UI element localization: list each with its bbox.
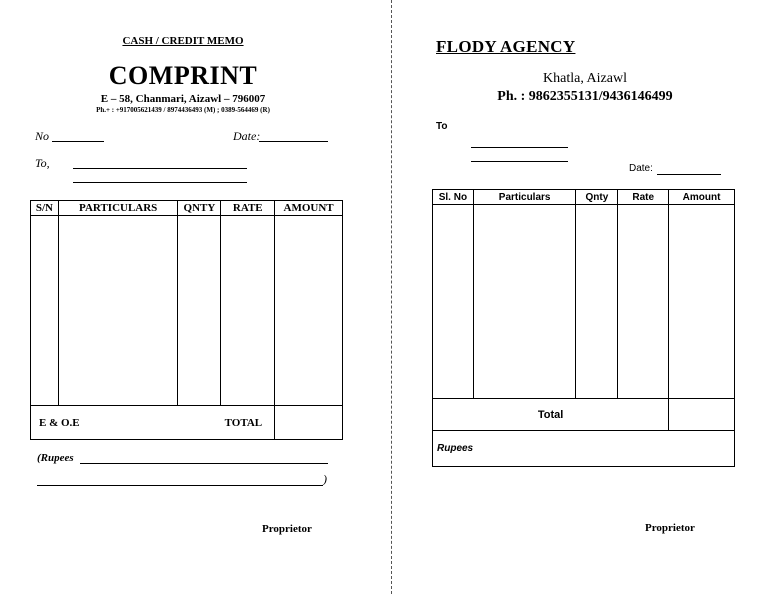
- rupees-label: (Rupees: [37, 452, 74, 464]
- sn-cell[interactable]: [31, 216, 59, 406]
- column-header: RATE: [221, 201, 275, 216]
- total-amount-cell[interactable]: [669, 399, 735, 431]
- rupees-field-line-1[interactable]: [80, 463, 328, 464]
- column-header: Sl. No: [433, 190, 474, 205]
- amount-cell[interactable]: [669, 205, 735, 399]
- total-label-cell: [31, 406, 275, 440]
- column-header: Amount: [669, 190, 735, 205]
- column-header: Rate: [618, 190, 669, 205]
- column-header: PARTICULARS: [58, 201, 178, 216]
- company-phone: Ph.+ : +917005621439 / 8974436493 (M) ; 0389-564469 (R): [96, 106, 270, 114]
- qnty-cell[interactable]: [576, 205, 618, 399]
- column-header: AMOUNT: [275, 201, 343, 216]
- items-table: [30, 200, 343, 440]
- total-label: Total: [537, 408, 564, 421]
- memo-subtitle: CASH / CREDIT MEMO: [122, 35, 244, 47]
- rate-cell[interactable]: [618, 205, 669, 399]
- date-label: Date:: [233, 129, 261, 143]
- total-amount-cell[interactable]: [275, 406, 343, 440]
- rate-cell[interactable]: [221, 216, 275, 406]
- eoe-label: E & O.E: [39, 416, 80, 429]
- column-header: QNTY: [178, 201, 221, 216]
- no-label: No: [35, 129, 50, 143]
- to-label: To,: [35, 156, 50, 170]
- table-footer-row: [31, 406, 343, 440]
- agency-phone: Ph. : 9862355131/9436146499: [497, 89, 673, 104]
- to-field-line-2[interactable]: [73, 182, 247, 183]
- sl-no-cell[interactable]: [433, 205, 474, 399]
- date-label: Date:: [629, 163, 653, 174]
- to-label: To: [436, 121, 448, 132]
- qnty-cell[interactable]: [178, 216, 221, 406]
- company-address: E – 58, Chanmari, Aizawl – 796007: [100, 93, 266, 105]
- agency-title: FLODY AGENCY: [436, 37, 576, 56]
- column-header: S/N: [31, 201, 59, 216]
- company-title: COMPRINT: [108, 61, 258, 90]
- table-footer-row: [433, 399, 735, 431]
- no-field[interactable]: [52, 141, 104, 142]
- total-label-cell: [433, 399, 669, 431]
- rupees-cell[interactable]: [433, 431, 735, 467]
- agency-location: Khatla, Aizawl: [543, 71, 627, 86]
- table-body-row: [31, 216, 343, 406]
- closing-paren: ): [323, 472, 327, 486]
- rupees-row: [433, 431, 735, 467]
- to-field-line-2[interactable]: [471, 161, 568, 162]
- date-field[interactable]: [657, 174, 721, 175]
- to-field-line-1[interactable]: [471, 147, 568, 148]
- column-header: Qnty: [576, 190, 618, 205]
- date-field[interactable]: [259, 141, 328, 142]
- page-divider: [391, 0, 392, 594]
- to-field-line-1[interactable]: [73, 168, 247, 169]
- column-header: Particulars: [473, 190, 576, 205]
- table-header-row: [433, 190, 735, 205]
- particulars-cell[interactable]: [473, 205, 576, 399]
- rupees-field-line-2[interactable]: [37, 485, 323, 486]
- items-table: [432, 189, 735, 467]
- total-label: TOTAL: [224, 416, 263, 429]
- table-header-row: [31, 201, 343, 216]
- amount-cell[interactable]: [275, 216, 343, 406]
- particulars-cell[interactable]: [58, 216, 178, 406]
- table-body-row: [433, 205, 735, 399]
- proprietor-label: Proprietor: [645, 522, 695, 534]
- rupees-label: Rupees: [437, 443, 474, 454]
- proprietor-label: Proprietor: [262, 523, 312, 535]
